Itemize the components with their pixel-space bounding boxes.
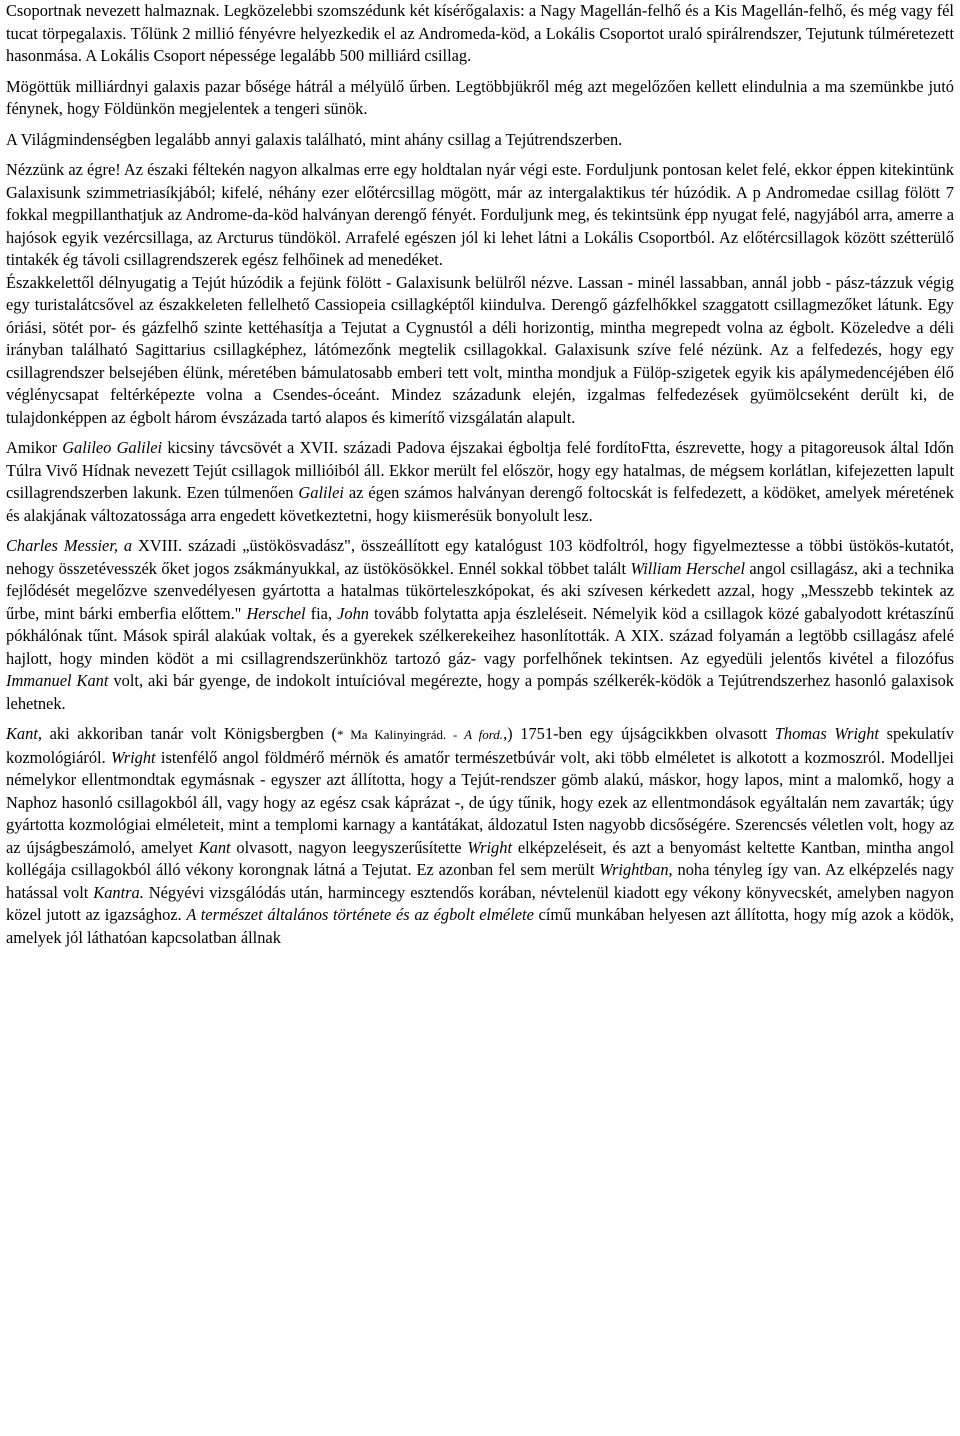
text-run: Négyévi vizsgálódás után, harmincegy esztendős korában, névtelenül kiadott egy vékony könyvecskét, amelyben nagyon közel jutott az igazsághoz.	[6, 882, 954, 924]
italic-text-run: Kant,	[6, 724, 42, 743]
italic-text-run: Wright	[467, 837, 513, 857]
text-run: aki akkoriban tanár volt Königsbergben (	[41, 724, 337, 743]
italic-text-run: John	[337, 603, 369, 623]
italic-text-run: A természet általános története és az égbolt elmélete	[186, 905, 534, 924]
text-run: fia,	[305, 603, 338, 623]
text-run: az égen számos halványan derengő foltocskát is felfedezett, a ködöket, amelyek méretének és alakjának változatossága arra engedett következtetni, hogy kiismerésük bonyolult lesz.	[6, 483, 954, 525]
text-run: Nézzünk az égre! Az északi féltekén nagyon alkalmas erre egy holdtalan nyár végi este. Forduljunk pontosan kelet felé, ekkor éppen kitekintünk Galaxisunk szimmetriasíkjából; kifelé, néhány ezer előtércsillag mögött, már az intergalaktikus tér húzódik. A p Andromedae csillag fölött 7 fokkal megpillanthatjuk az Androme-da-köd halványan derengő fényét. Forduljunk meg, és tekintsünk épp nyugat felé, nagyjából arra, amerre a hajósok egyik vezércsillaga, az Arcturus tündököl. Arrafelé egészen jól ki lehet látni a Lokális Csoportból. Az előtércsillagok között szétterülő tintakék ég távoli csillagrendszerek egész felhőinek ad menedéket.	[6, 160, 954, 269]
text-run: Északkelettől délnyugatig a Tejút húzódik a fejünk fölött - Galaxisunk belülről nézve. Lassan - minél lassabban, annál jobb - pász-tázzuk végig egy turistalátcsővel az északkeleten fellelhető Cassiopeia csillagképtől kiindulva. Derengő gázfelhőkkel szaggatott csillagmezőket látunk. Egy óriási, sötét por- és gázfelhő szinte kettéhasítja a Tejutat a Cygnustól a déli horizontig, mintha megrepedt volna az égbolt. Közeledve a déli irányban található Sagittarius csillagképhez, látómezőnk megtelik csillagokkal. Galaxisunk szíve felé nézünk. Az a felfedezés, hogy egy csillagrendszer belsejében élünk, méretében bámulatosabb emberi tett volt, mintha mondjuk a Fülöp-szigetek egyik kis apálymedencéjében élő véglénycsapat feltérképezte volna a Csendes-óceánt. Mindez századunk elején, izgalmas felfedezések gyümölcseként derült ki, de tulajdonképpen az égbolt három évszázada tartó alapos és kimerítő vizsgálatán alapult.	[6, 272, 954, 427]
paragraph	[6, 535, 954, 715]
text-run: című munkában helyesen azt állította, hogy míg azok a ködök, amelyek jól láthatóan kapcsolatban állnak	[6, 905, 954, 947]
paragraph	[6, 272, 954, 430]
text-run: * Ma Kalinyingrád. -	[336, 727, 465, 742]
paragraph	[6, 723, 954, 949]
italic-text-run: Charles Messier, a	[6, 536, 133, 555]
italic-text-run: Galileo Galilei	[62, 438, 163, 457]
text-run: Amikor	[6, 438, 63, 457]
italic-text-run: Kant	[198, 837, 231, 857]
text-run: A Világmindenségben legalább annyi galaxis található, mint ahány csillag a Tejútrendszerben.	[6, 129, 623, 149]
text-run: angol csillagász, aki a technika fejlődését megelőzve szenvedélyesen gyártotta a hatalmas tükörteleszkópokat, és aki szívesen kérkedett azzal, hogy „Messzebb tekintek az űrbe, mint bárki emberfia előttem."	[6, 558, 954, 623]
text-run: volt, aki bár gyenge, de indokolt intuícióval megérezte, hogy a pompás szélkerék-ködök a Tejútrendszerhez hasonló galaxisok lehetnek.	[6, 671, 954, 713]
italic-text-run: Herschel	[246, 603, 306, 623]
text-run: elképzeléseit, és azt a benyomást keltette Kantban, mintha angol kollégája csillagokból álló vékony korongnak látná a Tejutat. Ez azonban fel sem merült	[6, 837, 955, 879]
italic-text-run: Wright	[110, 747, 156, 767]
text-run: olvasott, nagyon leegyszerűsítette	[230, 837, 468, 857]
italic-text-run: William Herschel	[630, 558, 746, 578]
italic-text-run: Thomas Wright	[774, 724, 879, 743]
italic-text-run: Kantra.	[93, 882, 144, 902]
text-run: Csoportnak nevezett halmaznak. Legközelebbi szomszédunk két kísérőgalaxis: a Nagy Magellán-felhő és a Kis Magellán-felhő, és még vagy fél tucat törpegalaxis. Tőlünk 2 millió fényévre helyezkedik el az Andromeda-köd, a Lokális Csoportot uraló spirálrendszer, Tejutunk túlméretezett hasonmása. A Lokális Csoport népessége legalább 500 milliárd csillag.	[6, 1, 954, 65]
italic-text-run: Wrightban,	[599, 860, 673, 879]
text-run: kicsiny távcsövét a XVII. századi Padova éjszakai égboltja felé fordítoFtta, észrevette, hogy a pitagoreusok által Időn Túlra Vivő Hídnak nevezett Tejút csillagok millióiból áll. Ekkor merült fel először, hogy egy hatalmas, de mégsem korlátlan, kifejezetten lapult csillagrendszerben lakunk. Ezen túlmenően	[6, 438, 955, 502]
text-run: spekulatív kozmológiáról.	[6, 724, 954, 767]
text-run: noha tényleg így van. Az elképzelés nagy hatással volt	[6, 860, 954, 902]
paragraph	[6, 129, 954, 152]
paragraph	[6, 0, 954, 68]
italic-text-run: Galilei	[298, 483, 344, 502]
text-run: ,) 1751-ben egy újságcikkben olvasott	[503, 724, 775, 743]
paragraph	[6, 159, 954, 272]
text-run: Mögöttük milliárdnyi galaxis pazar bősége hátrál a mélyülő űrben. Legtöbbjükről még azt megelőzően kellett elindulnia a ma szemünkbe jutó fénynek, hogy Földünkön megjelentek a tengeri sünök.	[6, 76, 954, 118]
paragraph	[6, 76, 954, 121]
text-run: istenfélő angol földmérő mérnök és amatőr természetbúvár volt, aki több elméletet is alkotott a kozmoszról. Modelljei némelykor ellentmondtak egymásnak - egyszer azt állította, hogy a Tejút-rendszer gömb alakú, máskor, hogy lapos, mint a malomkő, hogy a Naphoz hasonló csillagokból áll, vagy hogy az egész csak káprázat -, de úgy tűnik, hogy ezek az ellentmondások egyáltalán nem zavarták; úgy gyártotta kozmológiai elméleteit, mint a templomi karnagy a kantátákat, áldozatul Isten nagyobb dicsőségére. Szerencsés véletlen volt, hogy az az újságbeszámoló, amelyet	[6, 747, 954, 857]
text-run: tovább folytatta apja észleléseit. Némelyik köd a csillagok közé gabalyodott krétaszínű pókhálónak tűnt. Mások spirál alakúak voltak, és a gyerekek szélkerekeihez hasonlították. A XIX. század folyamán a legtöbb csillagász afelé hajlott, hogy minden ködöt a mi csillagrendszerünkhöz tartozó gáz- vagy porfelhőnek tekintsen. Az egyedüli jelentős kivétel a filozófus	[6, 603, 954, 668]
italic-text-run: A ford.	[464, 727, 504, 742]
text-run: XVIII. századi „üstökösvadász", összeállított egy katalógust 103 ködfoltról, hogy figyelmeztesse a többi üstökös-kutatót, nehogy összetévesszék őket jogos zsákmányukkal, az üstökösökkel. Ennél sokkal többet talált	[6, 536, 954, 578]
paragraph	[6, 437, 954, 527]
italic-text-run: Immanuel Kant	[6, 671, 109, 690]
